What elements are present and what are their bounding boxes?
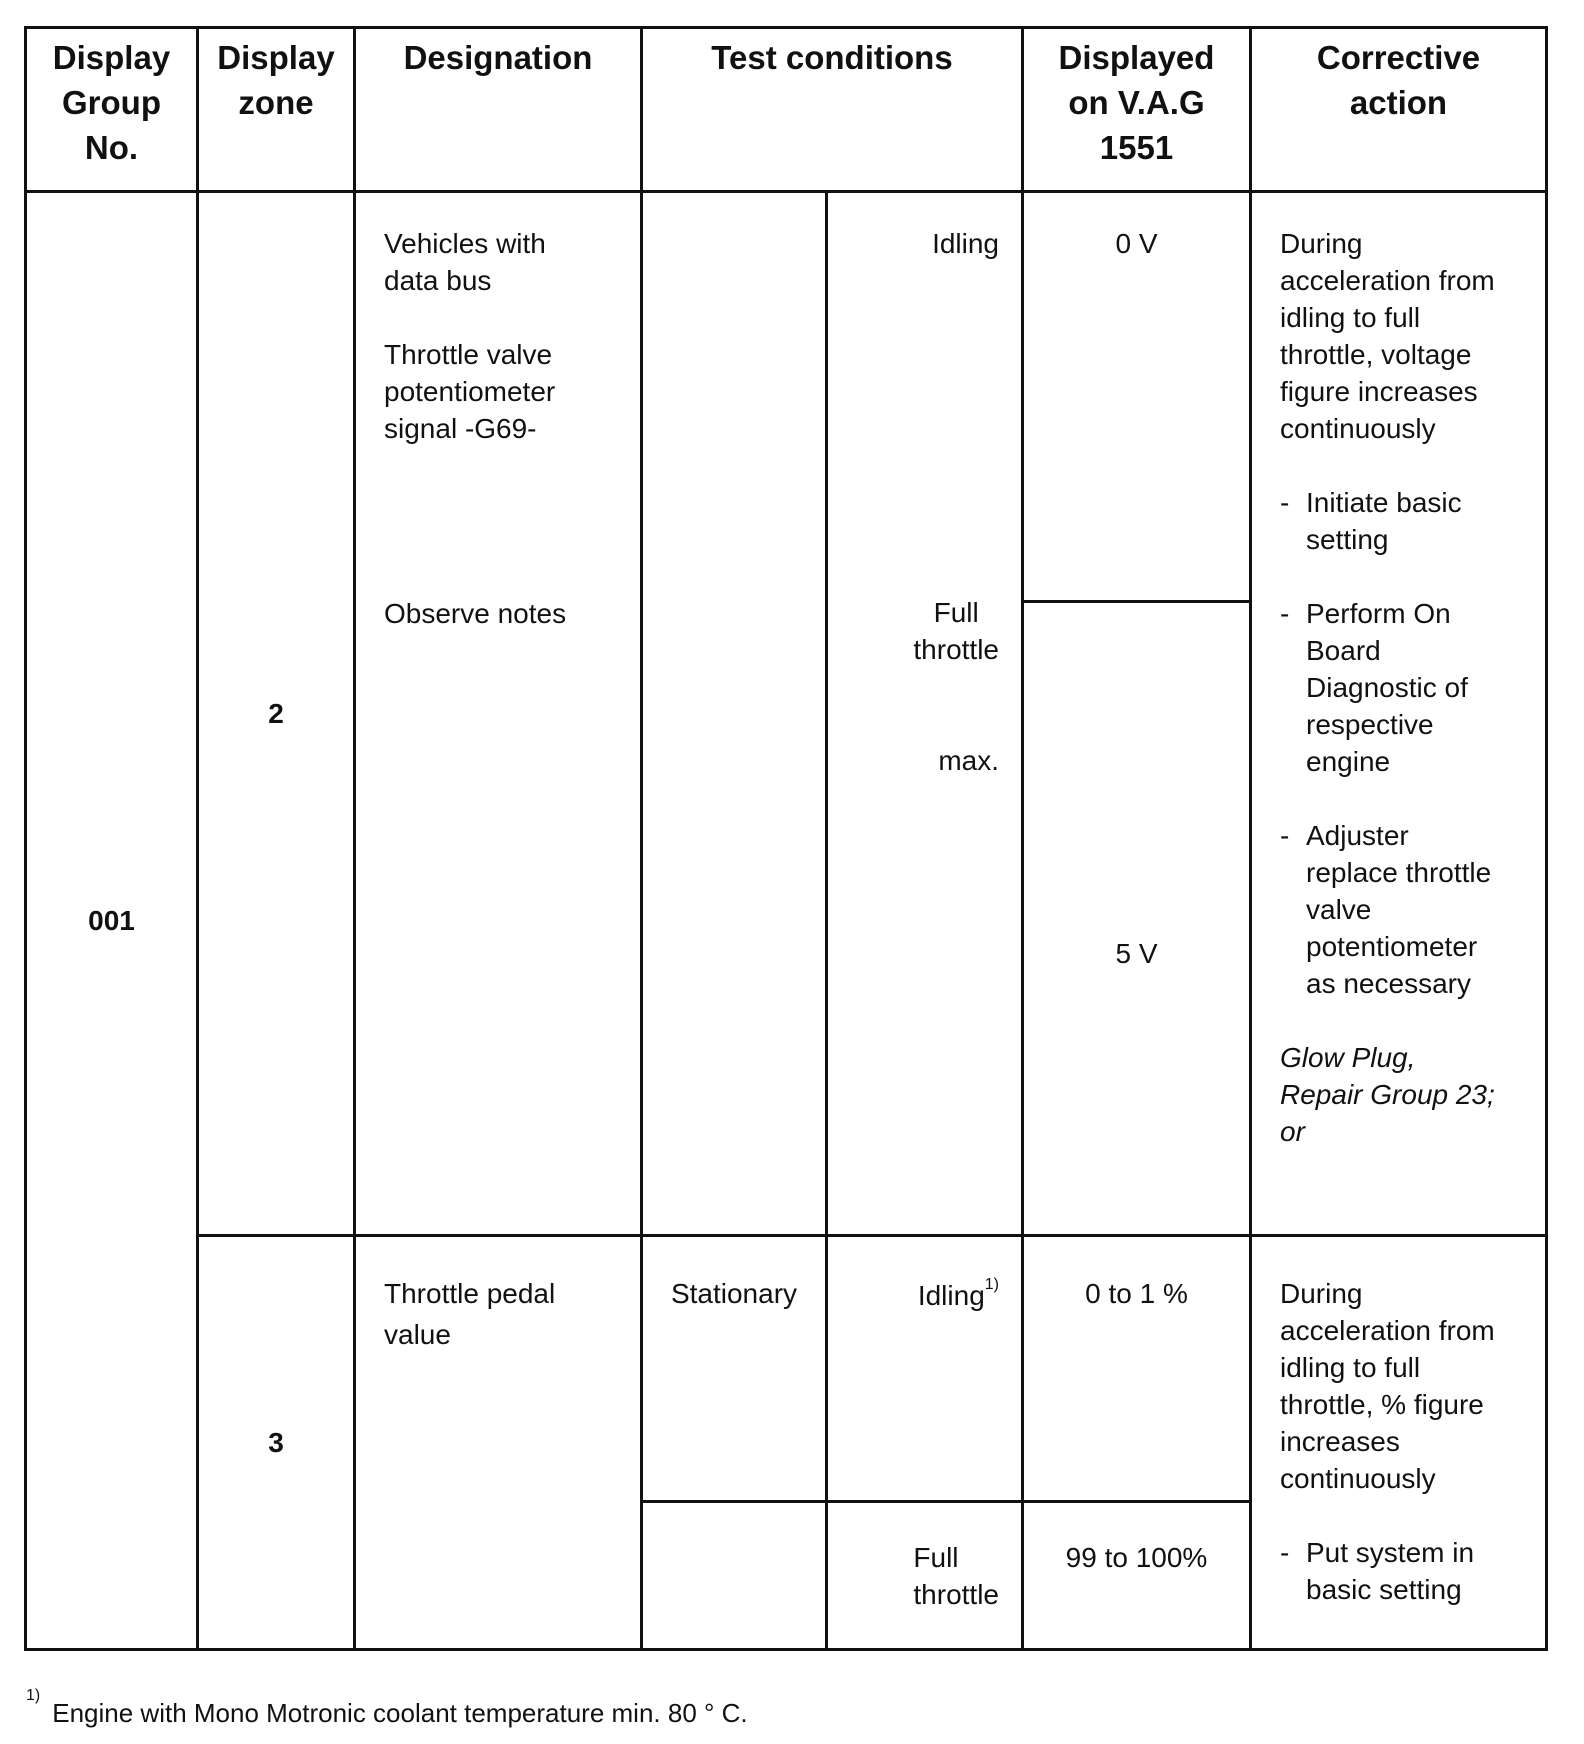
reference-note: Glow Plug, Repair Group 23; or [1280,1042,1495,1147]
header-displayed-on-vag: Displayed on V.A.G 1551 [1023,28,1251,192]
display-zone-cell: 3 [198,1236,355,1650]
test-condition-cell: Full throttle [827,1502,1023,1650]
list-item: - Perform On Board Diagnostic of respective engine [1280,598,1468,777]
displayed-value-cell: 0 V [1023,192,1251,602]
header-display-zone: Display zone [198,28,355,192]
header-test-conditions: Test conditions [642,28,1023,192]
list-item: - Adjuster replace throttle valve potentiometer as necessary [1280,820,1492,999]
corrective-action-cell: During acceleration from idling to full throttle, voltage figure increases continuously - Initiate basic setting - Perform On Board Diagnostic of respective engine - Adjuster replace throttle valve potentiometer as necessary Glow Plug, Repair Group 23; or [1251,192,1547,1236]
display-zone-cell: 2 [198,192,355,1236]
displayed-value-cell: 0 to 1 % [1023,1236,1251,1502]
table-row [26,192,1547,602]
table-header-row [26,28,1547,192]
measuring-value-table [24,26,1548,1651]
list-item: - Put system in basic setting [1280,1537,1475,1605]
designation-cell: Vehicles with data bus Throttle valve potentiometer signal -G69- Observe notes [355,192,642,1236]
test-condition-empty-cell [642,192,827,1236]
displayed-value-cell: 99 to 100% [1023,1502,1251,1650]
corrective-action-cell: During acceleration from idling to full throttle, % figure increases continuously - Put system in basic setting [1251,1236,1547,1650]
test-condition-cell: Idling Full throttle max. [827,192,1023,1236]
header-designation: Designation [355,28,642,192]
test-condition-empty-cell [642,1502,827,1650]
test-condition-cell: Idling$^{1)}$ [827,1236,1023,1502]
header-corrective-action: Corrective action [1251,28,1547,192]
designation-cell: Throttle pedal value [355,1236,642,1650]
table-row [26,1236,1547,1502]
header-display-group-no: Display Group No. [26,28,198,192]
list-item: - Initiate basic setting [1280,487,1462,555]
footnote: $^{1)}$Engine with Mono Motronic coolant temperature min. 80 ° C. [26,1687,748,1728]
displayed-value-cell: 5 V [1023,602,1251,1236]
test-condition-cell: Stationary [642,1236,827,1502]
display-group-no-cell: 001 [26,192,198,1650]
